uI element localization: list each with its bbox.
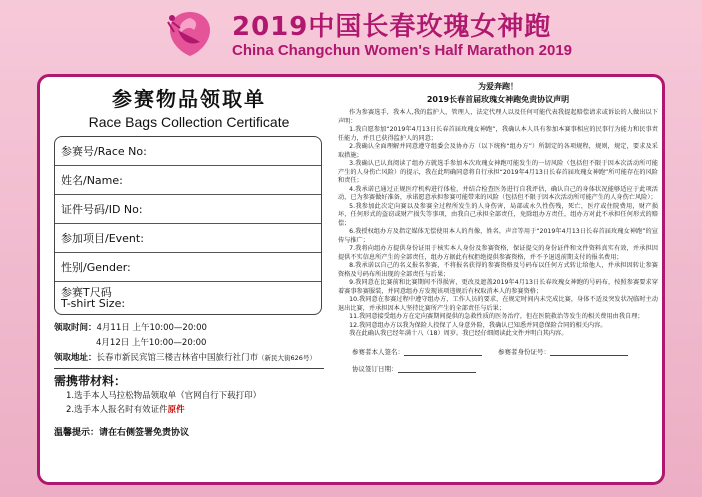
time-1: 4月11日 上午10:00—20:00	[96, 323, 207, 333]
carry-item-2-text: 2.选手本人报名时有效证件	[66, 405, 168, 415]
title-en: China Changchun Women's Half Marathon 2019	[232, 42, 573, 59]
waiver-paragraph: 3.我确认已认真阅读了组办方就选手参加本次玫瑰女神跑可能发生的一切风险（包括但不限于因本次活动所可能产生的人身伤亡风险）的提示，我在此明确同意将自行承担“2019年4月13日长春首届玫瑰女神跑”所可能存在的风险和责任；	[338, 160, 658, 184]
warm-tip: 温馨提示：请在右侧签署免责协议	[54, 428, 190, 438]
field-name[interactable]	[55, 166, 321, 195]
waiver-paragraph: 2.我确认全面理解并同意遵守组委会及协办方（以下统称“组办方”）所制定的各项规程，规则，规定，要求及采取措施；	[338, 143, 658, 159]
signature-date-field[interactable]	[352, 364, 476, 373]
form-title-cn: 参赛物品领取单	[112, 87, 266, 111]
sign-line[interactable]	[550, 349, 628, 356]
title-cn: 2019中国长春玫瑰女神跑	[232, 12, 552, 42]
place: 长春市新民宾馆三楼吉林省中国旅行社门市	[96, 353, 259, 363]
form-table	[54, 136, 322, 315]
certificate-card	[37, 74, 665, 485]
sign-line[interactable]	[404, 349, 482, 356]
field-label: 参加项目/Event:	[61, 232, 144, 245]
waiver-paragraph: 5.我参加此次定向赛以及参赛全过程所发生的人身伤害，局部或永久性伤残，死亡，医疗或住院费用，财产损坏，任何形式的盗窃或财产损失等事项，由我自己承担全部责任，免除组办方责任，组办方对此不承担任何形式的赔偿；	[338, 202, 658, 227]
signature-row	[338, 347, 658, 356]
divider	[54, 368, 324, 369]
waiver-title: 2019长春首届玫瑰女神跑免责协议声明	[426, 95, 570, 104]
header	[0, 0, 702, 72]
signature-name-field[interactable]	[352, 347, 482, 356]
field-race-no[interactable]	[55, 137, 321, 166]
carry-item-1: 1.选手本人马拉松物品领取单（官网自行下载打印）	[66, 391, 262, 401]
time-label: 领取时间：	[54, 323, 97, 333]
sign-name-label: 参赛者本人签名：	[352, 347, 404, 356]
field-id-no[interactable]	[55, 195, 321, 224]
form-title-en: Race Bags Collection Certificate	[88, 114, 290, 130]
field-label: 性别/Gender:	[61, 261, 131, 274]
waiver-paragraph: 10.我同意在参赛过程中遵守组办方，工作人员的要求，在规定时间内未完成比赛，身体不适及突发状况临时主动退出比赛，并承担因本人坚持比赛所产生的全部责任与后果；	[338, 296, 658, 312]
carry-item-2	[54, 403, 324, 417]
waiver-paragraph: 8.我承诺以自己的名义报名参赛，不将报名获得的参赛资格及号码布以任何方式转让给他人，并承担因转让参赛资格及号码布所出现的全部责任与后果；	[338, 262, 658, 278]
waiver-slogan: 为爱奔跑！	[478, 82, 518, 91]
place-label: 领取地址：	[54, 353, 97, 363]
waiver-paragraph: 4.我承诺已通过正规医疗机构进行体检，并结合检查医务进行自我评估，确认自己的身体状况能够适应于此项活动，已为参赛做好准备，承诺愿意承担参赛可能带来的风险（包括但不限于因本次活动所可能产生的人身伤亡风险）；	[338, 185, 658, 201]
waiver-paragraph: 作为参赛选手，我本人,我的监护人，管理人，法定代理人以及任何可能代表我提起赔偿请求或诉讼的人做出以下声明：	[338, 109, 658, 125]
waiver-paragraph: 9.我同意在比赛前和比赛期间不得损害，更改及遮盖2019年4月13日长春玫瑰女神跑的号码布，按照参赛要求穿着赛事参赛服装，并同意组办方发现该项违规后有权取消本人的参赛资格；	[338, 279, 658, 295]
field-gender[interactable]	[55, 253, 321, 282]
time-2: 4月12日 上午10:00—20:00	[96, 338, 207, 348]
collection-form-section	[54, 83, 324, 438]
sign-date-label: 协议签订日期：	[352, 364, 398, 373]
sign-line[interactable]	[398, 366, 476, 373]
field-label: 姓名/Name:	[61, 174, 123, 187]
field-label: 参赛号/Race No:	[61, 145, 147, 158]
place-note: （新民大街626号）	[258, 354, 316, 362]
waiver-paragraph: 我在此确认我已经年满十八（18）周岁。我已经仔细阅读此文件并明白其内容。	[349, 330, 568, 337]
waiver-section	[338, 81, 658, 373]
sign-id-label: 参赛者身份证号：	[498, 347, 550, 356]
rose-logo-icon	[160, 8, 220, 60]
field-tshirt-size[interactable]	[55, 282, 321, 314]
field-label: 证件号码/ID No:	[61, 203, 143, 216]
waiver-paragraph: 6.我授权组办方及指定媒体无偿使用本人的肖像，姓名，声音等用于“2019年4月13日长春首届玫瑰女神跑”的宣传与推广；	[338, 228, 658, 244]
waiver-paragraph: 7.我将向组办方提供身份证用于核实本人身份及参赛资格，保证提交的身份证件和文件资料真实有效，并承担因提供不实信息所产生的全部责任，组办方据此有权拒绝提供参赛资格，并不予退返前期支付的报名费用；	[338, 245, 658, 261]
pickup-info	[54, 321, 324, 366]
date-row	[338, 364, 658, 373]
field-event[interactable]	[55, 224, 321, 253]
field-label: 参赛T尺码 T-shirt Size:	[61, 286, 126, 310]
signature-id-field[interactable]	[498, 347, 628, 356]
carry-title: 需携带材料：	[54, 374, 127, 388]
waiver-paragraph: 12.我同意组办方以我为保险人投保了人身意外险，我确认已知悉并同意保险合同的相关内容。	[349, 321, 607, 329]
waiver-body	[338, 109, 658, 339]
waiver-paragraph: 1.我自愿参加“2019年4月13日长春首届玫瑰女神跑”，我确认本人具有参加本赛事相应的民事行为能力和民事责任能力，并且已获得监护人的同意；	[338, 126, 658, 142]
carry-item-2-original: 原件	[167, 405, 185, 415]
waiver-paragraph: 11.我同意接受组办方在定向赛期间提供的急救性质的医务治疗，但在医院救治等发生的相关费用由我自理；	[349, 313, 644, 320]
